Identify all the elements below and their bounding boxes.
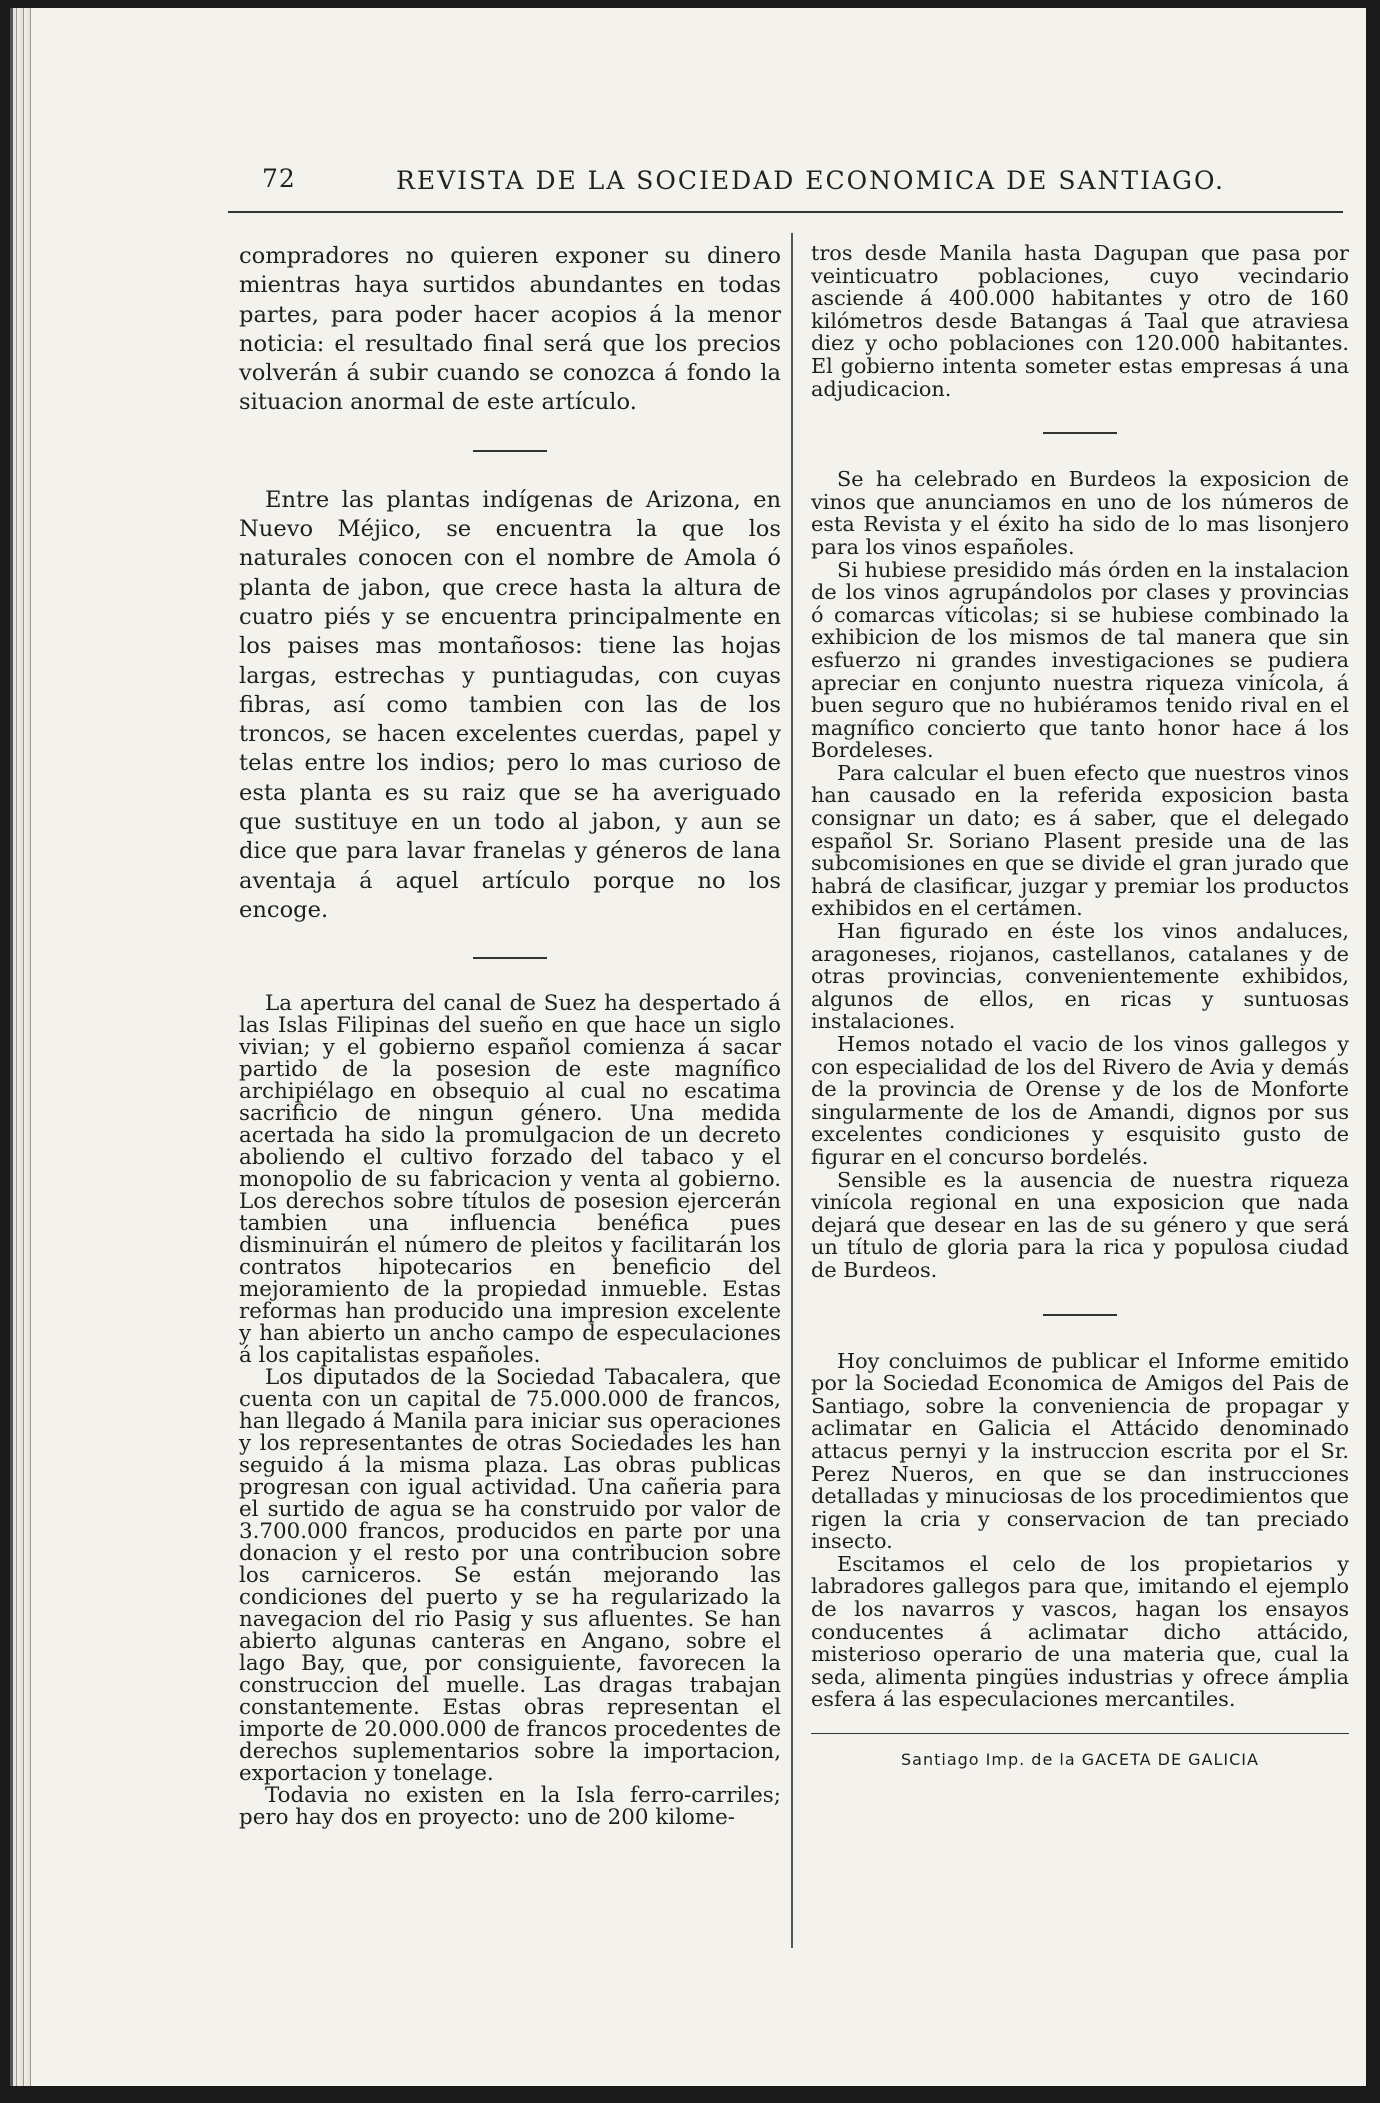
right-paragraph: tros desde Manila hasta Dagupan que pasa por veinticuatro poblaciones, cuyo vecindario asciende á 400.000 habitantes y otro de 160 kilómetros desde Batangas á Taal que atraviesa diez y ocho poblaciones con 120.000 habitantes. El gobierno intenta someter estas empresas á una adjudicacion. bbox=[811, 241, 1349, 401]
left-paragraph: La apertura del canal de Suez ha despertado á las Islas Filipinas del sueño en que hace un siglo vivian; y el gobierno español comienza á sacar partido de la posesion de este magnífico archipiélago en obsequio al cual no escatima sacrificio de ningun género. Una medida acertada ha sido la promulgacion de un decreto aboliendo el cultivo forzado del tabaco y el monopolio de su fabricacion y venta al gobierno. Los derechos sobre títulos de posesion ejercerán tambien una influencia benéfica pues disminuirán el número de pleitos y facilitarán los contratos hipotecarios en beneficio del mejoramiento de la propiedad inmueble. Estas reformas han producido una impresion excelente y han abierto un ancho campo de especulaciones á los capitalistas españoles. bbox=[239, 991, 781, 1369]
left-paragraph: compradores no quieren exponer su dinero mientras haya surtidos abundantes en todas partes, para poder hacer acopios á la menor noticia: el resultado final será que los precios volverán á subir cuando se conozca á fondo la situacion anormal de este artículo. bbox=[239, 243, 781, 416]
column-divider bbox=[791, 233, 793, 1948]
footer-rule bbox=[811, 1733, 1349, 1734]
right-paragraph: Han figurado en éste los vinos andaluces, aragoneses, riojanos, castellanos, catalanes y de otras provincias, convenientemente exhibidos, algunos de ellos, en ricas y suntuosas instalaciones. bbox=[811, 919, 1349, 1034]
binding-edge bbox=[13, 8, 31, 2086]
section-separator bbox=[1043, 432, 1117, 434]
header-rule bbox=[228, 211, 1343, 213]
section-separator bbox=[473, 450, 547, 452]
left-paragraph: Todavia no existen en la Isla ferro-carriles; pero hay dos en proyecto: uno de 200 kilome- bbox=[239, 1783, 781, 1831]
right-paragraph: Sensible es la ausencia de nuestra riqueza vinícola regional en una exposicion que nada dejará que desear en las de su género y que será un título de gloria para la rica y populosa ciudad de Burdeos. bbox=[811, 1167, 1349, 1282]
left-paragraph: Entre las plantas indígenas de Arizona, en Nuevo Méjico, se encuentra la que los naturales conocen con el nombre de Amola ó planta de jabon, que crece hasta la altura de cuatro piés y se encuentra principalmente en los paises mas montañosos: tiene las hojas largas, estrechas y puntiagudas, con cuyas fibras, así como tambien con las de los troncos, se hacen excelentes cuerdas, papel y telas entre los indios; pero lo mas curioso de esta planta es su raiz que se ha averiguado que sustituye en un todo al jabon, y aun se dice que para lavar franelas y géneros de lana aventaja á aquel artículo porque no los encoge. bbox=[239, 486, 781, 923]
newspaper-page bbox=[10, 8, 1366, 2086]
right-paragraph: Escitamos el celo de los propietarios y labradores gallegos para que, imitando el ejemplo de los navarros y vascos, hagan los ensayos conducentes á aclimatar dicho attácido, misterioso operario de una materia que, cual la seda, alimenta pingües industrias y ofrece ámplia esfera á las especulaciones mercantiles. bbox=[811, 1551, 1349, 1712]
right-paragraph: Hoy concluimos de publicar el Informe emitido por la Sociedad Economica de Amigos del Pais de Santiago, sobre la conveniencia de propagar y aclimatar en Galicia el Attácido denominado attacus pernyi y la instruccion escrita por el Sr. Perez Nueros, en que se dan instrucciones detalladas y minuciosas de los procedimientos que rigen la cria y conservacion de tan preciado insecto. bbox=[811, 1348, 1349, 1554]
right-paragraph: Hemos notado el vacio de los vinos gallegos y con especialidad de los del Rivero de Avia y demás de la provincia de Orense y de los de Monforte singularmente de los de Amandi, dignos por sus excelentes condiciones y esquisito gusto de figurar en el concurso bordelés. bbox=[811, 1032, 1349, 1169]
right-paragraph: Se ha celebrado en Burdeos la exposicion de vinos que anunciamos en uno de los números de esta Revista y el éxito ha sido de lo mas lisonjero para los vinos españoles. bbox=[811, 467, 1349, 559]
left-column bbox=[239, 242, 781, 1829]
section-separator bbox=[473, 957, 547, 959]
right-column bbox=[811, 242, 1349, 1771]
right-paragraph: Si hubiese presidido más órden en la instalacion de los vinos agrupándolos por clases y provincias ó comarcas víticolas; si se hubiese combinado la exhibicion de los mismos de tal manera que sin esfuerzo ni grandes investigaciones se pudiera apreciar en conjunto nuestra riqueza vinícola, á buen seguro que no hubiéramos tenido rival en el magnífico concierto que tanto honor hace á los Bordeleses. bbox=[811, 557, 1349, 763]
left-paragraph: Los diputados de la Sociedad Tabacalera, que cuenta con un capital de 75.000.000 de francos, han llegado á Manila para iniciar sus operaciones y los representantes de otras Sociedades les han seguido á la misma plaza. Las obras publicas progresan con igual actividad. Una cañeria para el surtido de agua se ha construido por valor de 3.700.000 francos, producidos en parte por una donacion y el resto por una contribucion sobre los carniceros. Se están mejorando las condiciones del puerto y se ha regularizado la navegacion del rio Pasig y sus afluentes. Se han abierto algunas canteras en Angano, sobre el lago Bay, que, por consiguiente, favorecen la construccion del muelle. Las dragas trabajan constantemente. Estas obras representan el importe de 20.000.000 de francos procedentes de derechos suplementarios sobre la importacion, exportacion y tonelage. bbox=[239, 1365, 781, 1787]
page-header bbox=[246, 158, 1346, 198]
page-number: 72 bbox=[262, 164, 296, 193]
printer-imprint: Santiago Imp. de la GACETA DE GALICIA bbox=[901, 1750, 1259, 1770]
running-title: REVISTA DE LA SOCIEDAD ECONOMICA DE SANTIAGO. bbox=[396, 166, 1225, 195]
section-separator bbox=[1043, 1314, 1117, 1316]
right-paragraph: Para calcular el buen efecto que nuestros vinos han causado en la referida exposicion basta consignar un dato; es á saber, que el delegado español Sr. Soriano Plasent preside una de las subcomisiones en que se divide el gran jurado que habrá de clasificar, juzgar y premiar los productos exhibidos en el certámen. bbox=[811, 760, 1349, 921]
